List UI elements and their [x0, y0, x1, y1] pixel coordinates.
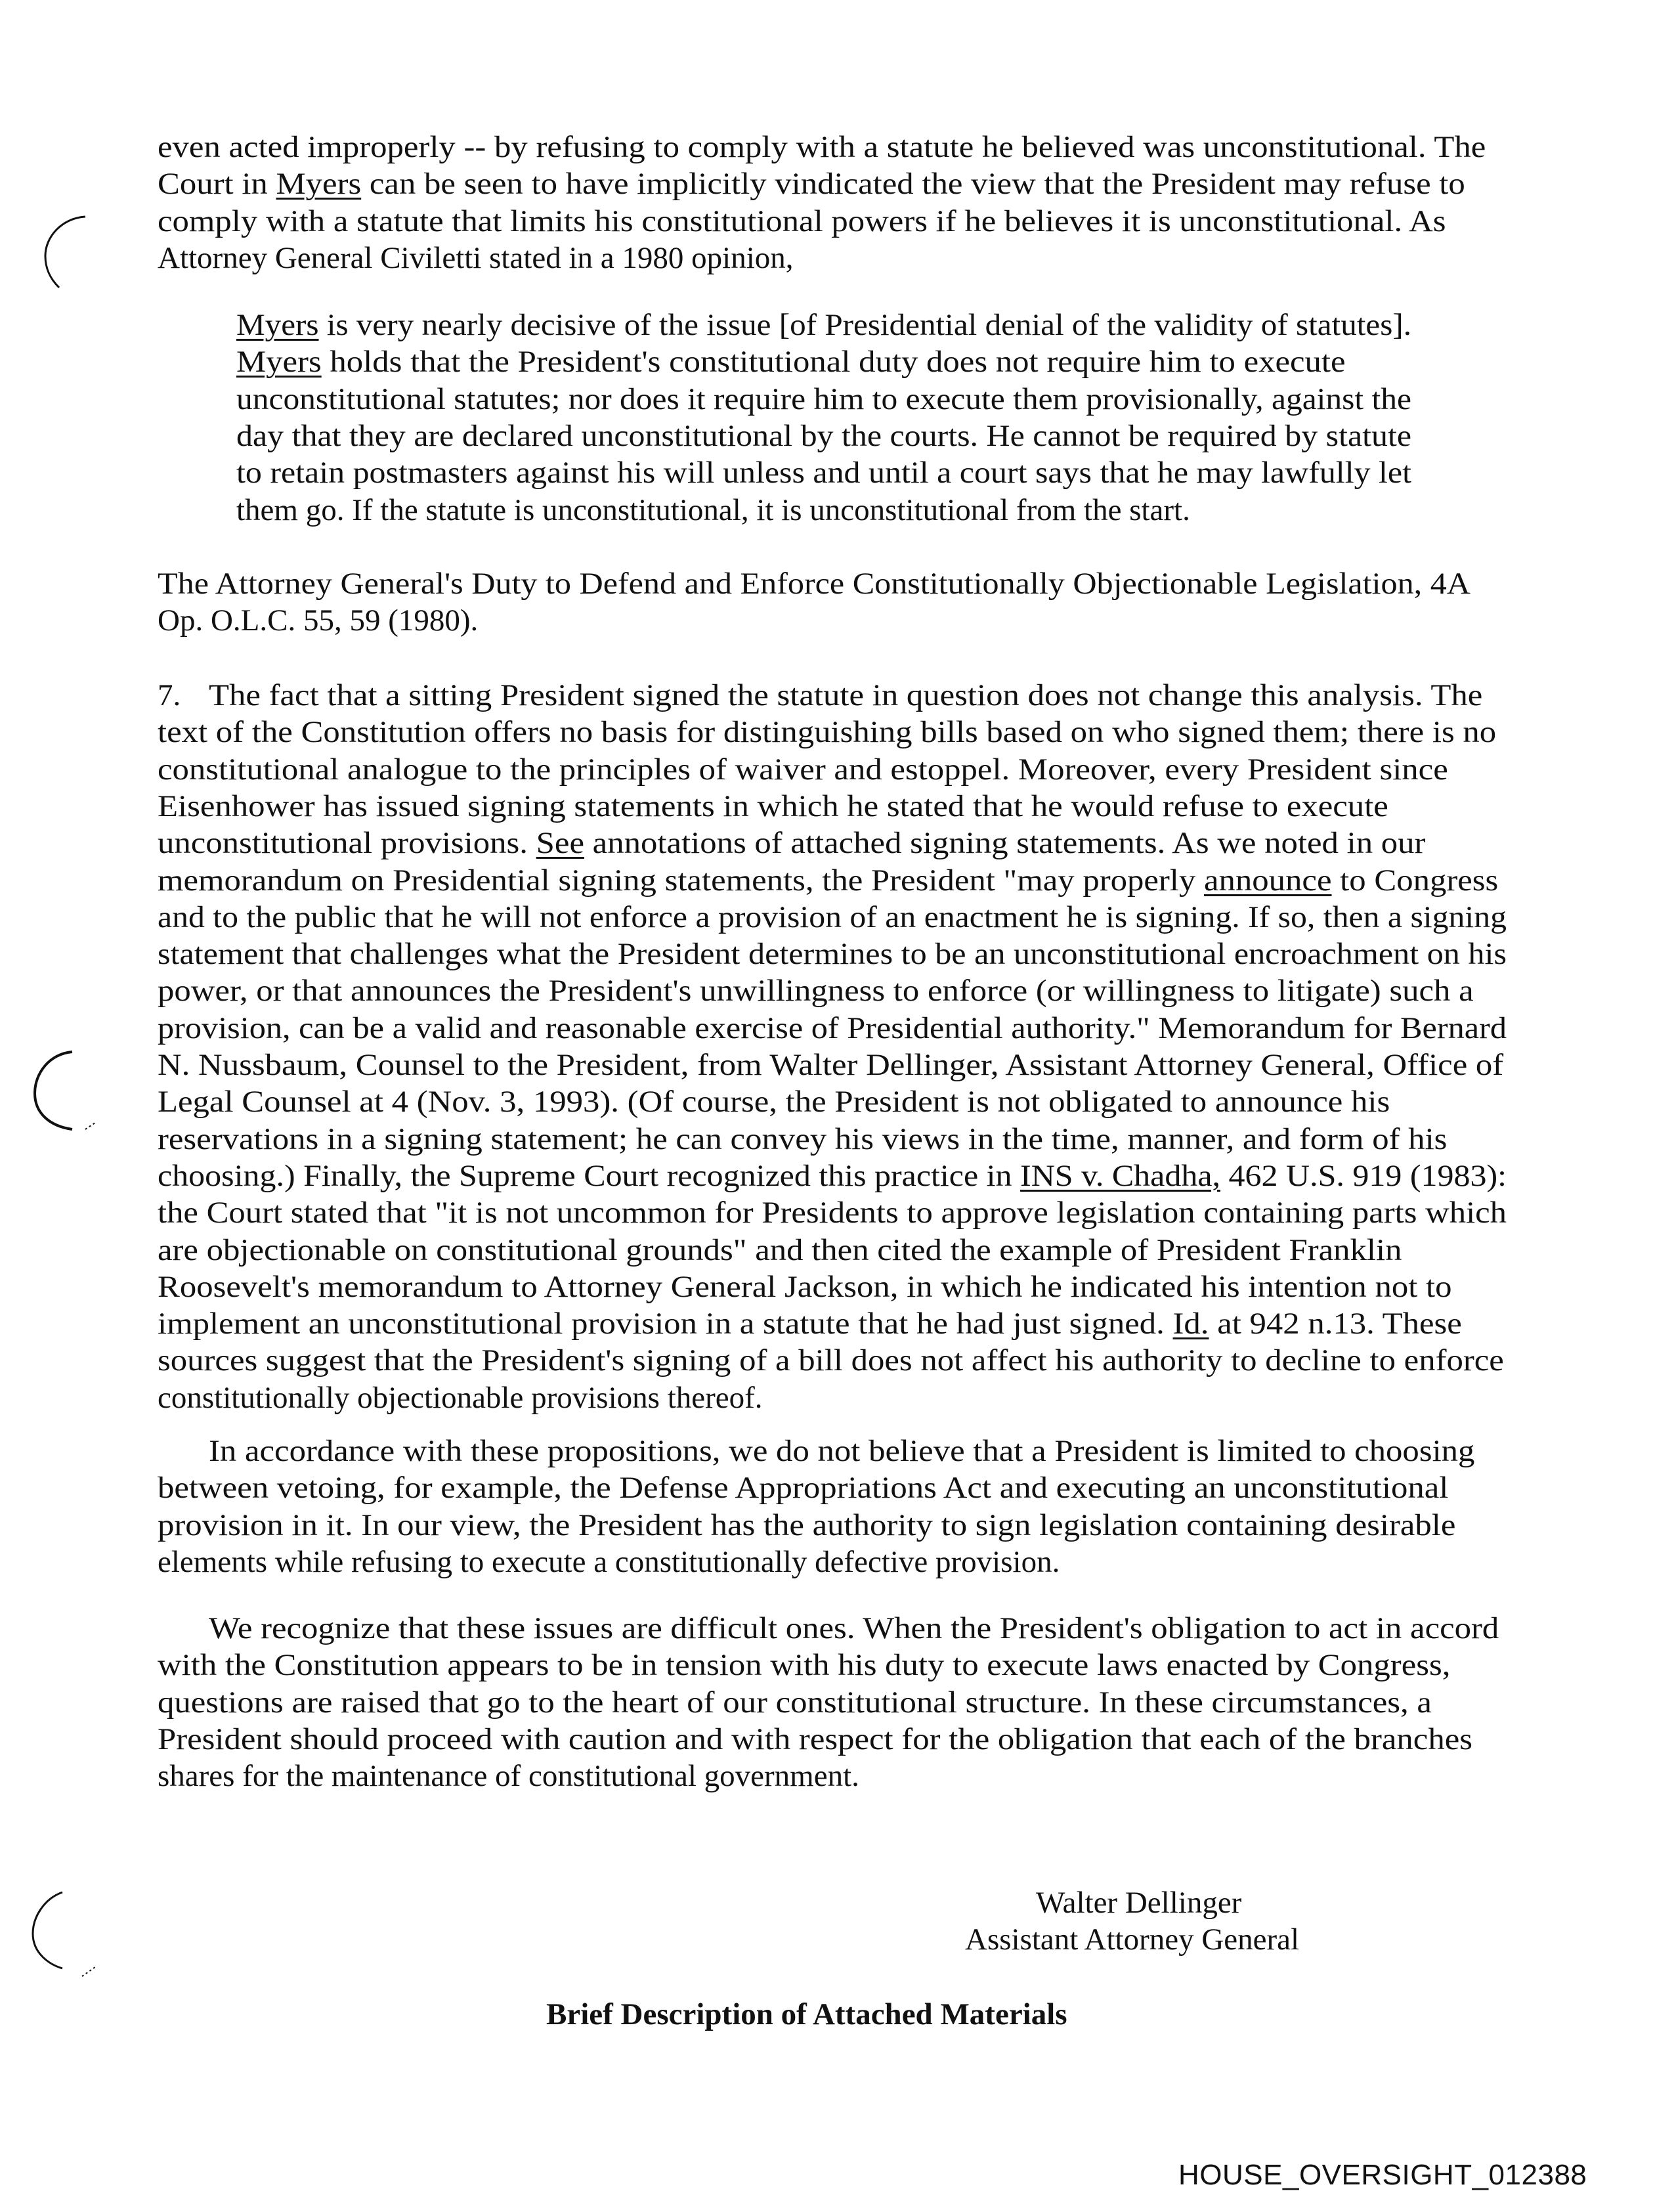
text-line: Eisenhower has issued signing statements in which he stated that he would refuse to execute — [158, 789, 1388, 823]
underlined-citation: Myers — [236, 345, 322, 380]
text-line: and to the public that he will not enforce a provision of an enactment he is signing. If so, then a signing — [158, 900, 1507, 934]
text-line: power, or that announces the President's unwillingness to enforce (or willingness to litigate) such a — [158, 974, 1474, 1008]
text-line: sources suggest that the President's signing of a bill does not affect his authority to decline to enforce — [158, 1343, 1504, 1378]
text-line: constitutionally objectionable provisions thereof. — [158, 1380, 763, 1415]
text-line: text of the Constitution offers no basis for distinguishing bills based on who signed them; there is no — [158, 715, 1497, 750]
text-line: Roosevelt's memorandum to Attorney General Jackson, in which he indicated his intention not to — [158, 1269, 1452, 1304]
text-line: implement an unconstitutional provision in a statute that he had just signed. Id. at 942 n.13. These — [158, 1307, 1462, 1341]
text-line: In accordance with these propositions, we do not believe that a President is limited to choosing — [209, 1434, 1475, 1468]
text-line: reservations in a signing statement; he can convey his views in the time, manner, and form of his — [158, 1121, 1448, 1156]
hole-punch-mark-bottom — [23, 1884, 102, 1983]
text-line: statement that challenges what the President determines to be an unconstitutional encroachment on his — [158, 937, 1507, 972]
text-line: memorandum on Presidential signing statements, the President "may properly announce to Congress — [158, 863, 1499, 898]
text-line: provision, can be a valid and reasonable exercise of Presidential authority." Memorandum for Bernard — [158, 1010, 1507, 1045]
text-line: provision in it. In our view, the President has the authority to sign legislation containing desirable — [158, 1507, 1456, 1542]
underlined-citation: Myers — [276, 167, 362, 202]
underlined-citation: Id. — [1172, 1307, 1209, 1341]
text-line: even acted improperly -- by refusing to comply with a statute he believed was unconstitutional. The — [158, 130, 1486, 164]
bates-stamp: HOUSE_OVERSIGHT_012388 — [1178, 2159, 1587, 2191]
section-number: 7. — [158, 678, 181, 712]
underlined-citation: INS v. Chadha, — [1020, 1158, 1221, 1193]
text-line: Attorney General Civiletti stated in a 1980 opinion, — [158, 240, 794, 275]
hole-punch-mark-top — [36, 210, 95, 295]
text-line: the Court stated that "it is not uncommon for Presidents to approve legislation containing parts which — [158, 1196, 1507, 1230]
text-line: with the Constitution appears to be in tension with his duty to execute laws enacted by Congress, — [158, 1648, 1451, 1683]
text-line: The fact that a sitting President signed the statute in question does not change this analysis. The — [209, 678, 1483, 712]
text-line: Legal Counsel at 4 (Nov. 3, 1993). (Of course, the President is not obligated to announce his — [158, 1085, 1390, 1119]
text-line: comply with a statute that limits his constitutional powers if he believes it is unconstitutional. As — [158, 204, 1446, 238]
hole-punch-mark-middle — [23, 1044, 102, 1142]
text-line: President should proceed with caution and with respect for the obligation that each of the branches — [158, 1722, 1472, 1756]
text-line: choosing.) Finally, the Supreme Court recognized this practice in INS v. Chadha, 462 U.S. 919 (1983): — [158, 1158, 1507, 1193]
underlined-citation: announce — [1203, 863, 1332, 898]
text-line: Myers holds that the President's constitutional duty does not require him to execute — [236, 345, 1346, 380]
text-line: are objectionable on constitutional grounds" and then cited the example of President Franklin — [158, 1232, 1402, 1267]
text-line: between vetoing, for example, the Defense Appropriations Act and executing an unconstitutional — [158, 1471, 1449, 1506]
text-line: The Attorney General's Duty to Defend and Enforce Constitutionally Objectionable Legislation, 4A — [158, 567, 1470, 601]
text-line: to retain postmasters against his will unless and until a court says that he may lawfully let — [236, 456, 1411, 490]
signer-title: Assistant Attorney General — [965, 1922, 1300, 1957]
text-line: them go. If the statute is unconstitutional, it is unconstitutional from the start. — [236, 492, 1190, 527]
text-line: We recognize that these issues are difficult ones. When the President's obligation to act in accord — [209, 1611, 1499, 1645]
text-line: shares for the maintenance of constitutional government. — [158, 1759, 859, 1794]
text-line: Myers is very nearly decisive of the issue [of Presidential denial of the validity of statutes]. — [236, 308, 1412, 342]
text-line: constitutional analogue to the principles of waiver and estoppel. Moreover, every President since — [158, 752, 1448, 787]
section-heading: Brief Description of Attached Materials — [546, 1997, 1067, 2031]
text-line: elements while refusing to execute a constitutionally defective provision. — [158, 1544, 1060, 1579]
text-line: questions are raised that go to the heart of our constitutional structure. In these circumstances, a — [158, 1685, 1432, 1720]
text-line: Court in Myers can be seen to have implicitly vindicated the view that the President may refuse to — [158, 167, 1465, 202]
text-line: unconstitutional provisions. See annotations of attached signing statements. As we noted in our — [158, 826, 1426, 861]
underlined-citation: Myers — [236, 308, 319, 342]
text-line: unconstitutional statutes; nor does it require him to execute them provisionally, against the — [236, 381, 1411, 416]
signer-name: Walter Dellinger — [1036, 1886, 1242, 1920]
text-line: day that they are declared unconstitutional by the courts. He cannot be required by statute — [236, 418, 1411, 453]
text-line: Op. O.L.C. 55, 59 (1980). — [158, 603, 479, 638]
text-line: N. Nussbaum, Counsel to the President, from Walter Dellinger, Assistant Attorney General, Office of — [158, 1048, 1504, 1082]
underlined-citation: See — [536, 826, 584, 861]
